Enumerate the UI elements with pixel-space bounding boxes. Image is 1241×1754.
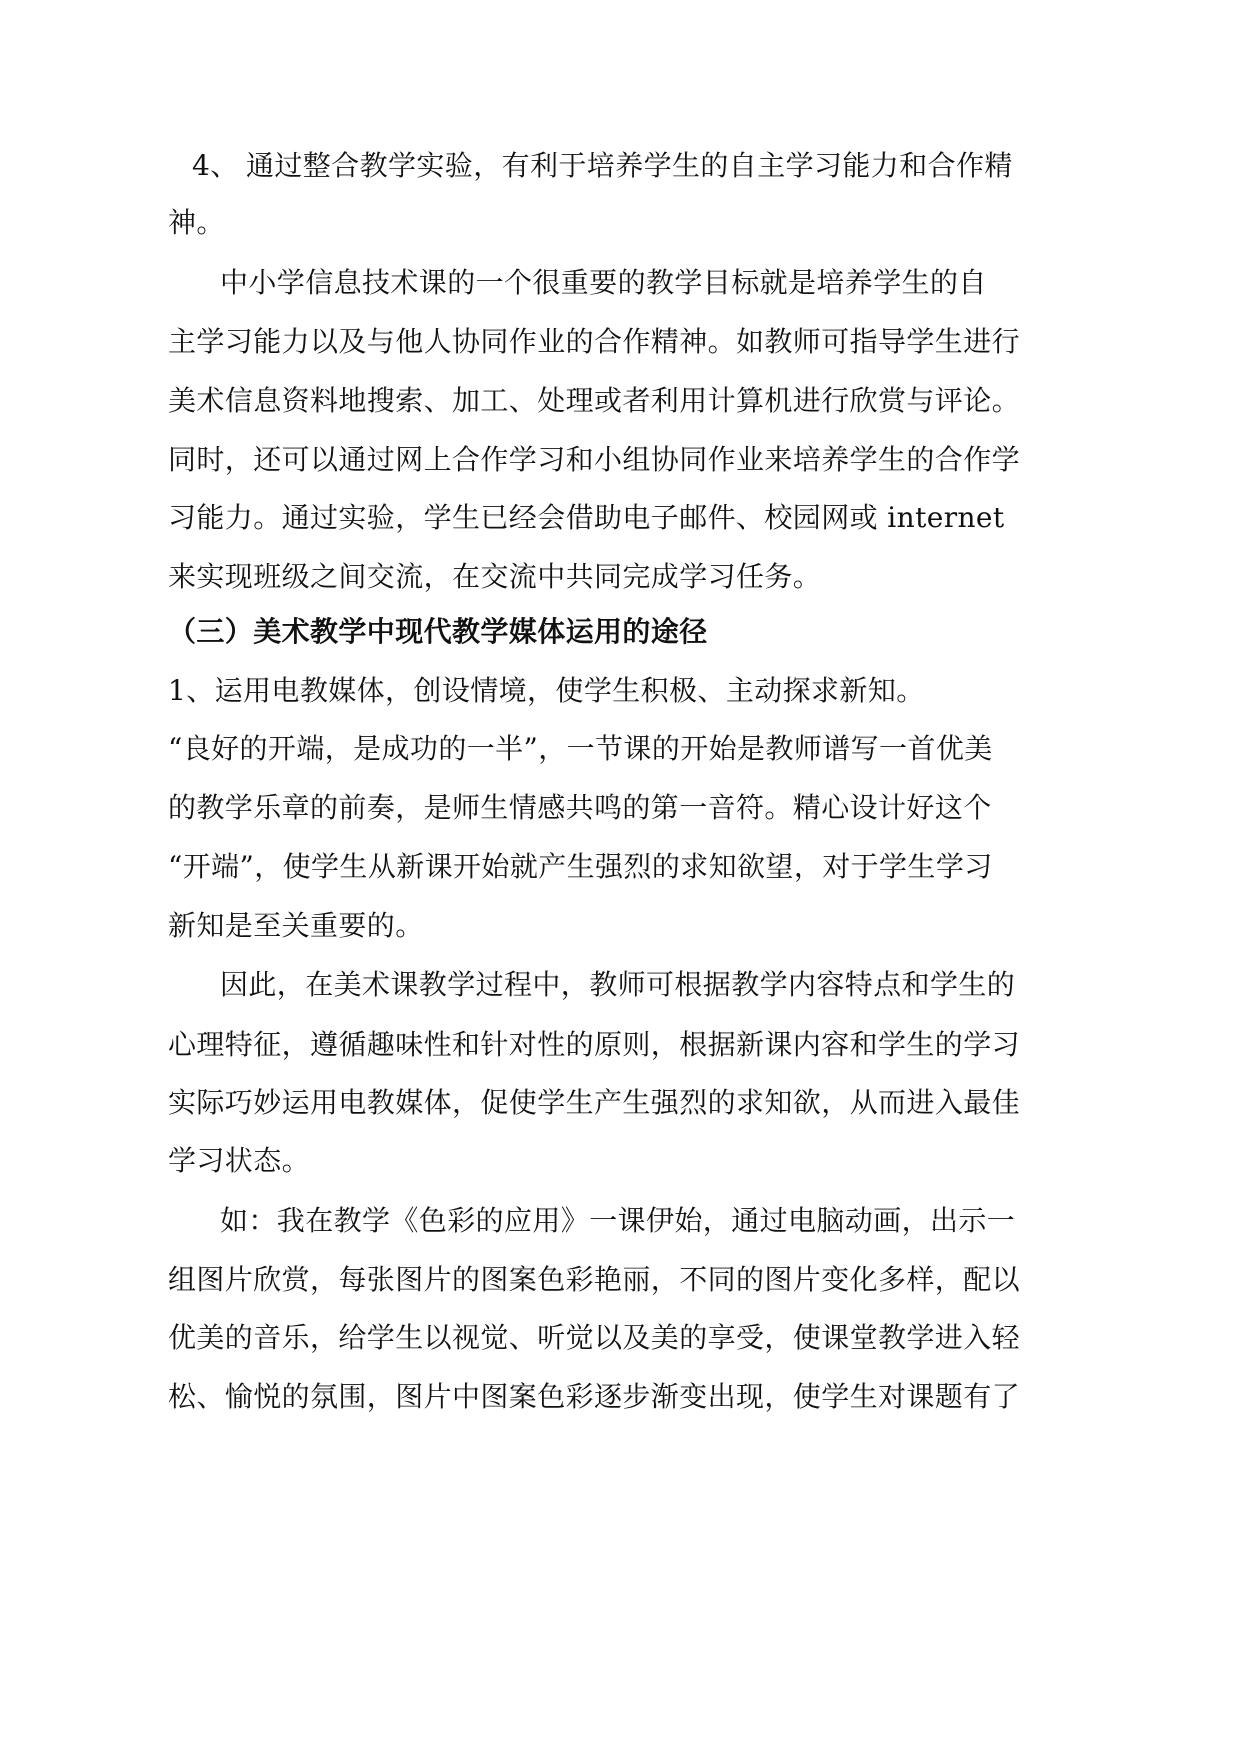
paragraph-text: 同时，还可以通过网上合作学习和小组协同作业来培养学生的合作学 [168, 443, 1021, 476]
paragraph-text: “良好的开端，是成功的一半”，一节课的开始是教师谱写一首优美 [168, 732, 993, 765]
paragraph-text: “开端”，使学生从新课开始就产生强烈的求知欲望，对于学生学习 [168, 850, 993, 883]
paragraph-text: 如：我在教学《色彩的应用》一课伊始，通过电脑动画，出示一 [220, 1204, 1016, 1237]
paragraph-text: 心理特征，遵循趣味性和针对性的原则，根据新课内容和学生的学习 [168, 1028, 1021, 1061]
section-4-title: 通过整合教学实验，有利于培养学生的自主学习能力和合作精 [246, 149, 1013, 182]
paragraph-text: 因此，在美术课教学过程中，教师可根据教学内容特点和学生的 [220, 968, 1016, 1001]
paragraph-text: 新知是至关重要的。 [168, 909, 424, 942]
paragraph-text: 松、愉悦的氛围，图片中图案色彩逐步渐变出现，使学生对课题有了 [168, 1380, 1021, 1413]
paragraph-text: 中小学信息技术课的一个很重要的教学目标就是培养学生的自 [220, 266, 987, 299]
paragraph-text: 习能力。通过实验，学生已经会借助电子邮件、校园网或 internet [168, 501, 1005, 534]
section-4-title-continued: 神。 [168, 206, 225, 239]
paragraph-text: 来实现班级之间交流，在交流中共同完成学习任务。 [168, 560, 822, 593]
paragraph-text: 优美的音乐，给学生以视觉、听觉以及美的享受，使课堂教学进入轻 [168, 1321, 1021, 1354]
paragraph-text: 学习状态。 [168, 1144, 311, 1177]
section-heading-text: （三）美术教学中现代教学媒体运用的途径 [168, 615, 708, 648]
section-4-number: 4、 [192, 149, 239, 182]
paragraph-text: 的教学乐章的前奏，是师生情感共鸣的第一音符。精心设计好这个 [168, 791, 992, 824]
paragraph-text: 美术信息资料地搜索、加工、处理或者利用计算机进行欣赏与评论。 [168, 384, 1021, 417]
paragraph-text: 实际巧妙运用电教媒体，促使学生产生强烈的求知欲，从而进入最佳 [168, 1086, 1021, 1119]
paragraph-text: 主学习能力以及与他人协同作业的合作精神。如教师可指导学生进行 [168, 325, 1021, 358]
item-1-text: 1、运用电教媒体，创设情境，使学生积极、主动探求新知。 [168, 674, 925, 707]
paragraph-text: 组图片欣赏，每张图片的图案色彩艳丽，不同的图片变化多样，配以 [168, 1263, 1021, 1296]
